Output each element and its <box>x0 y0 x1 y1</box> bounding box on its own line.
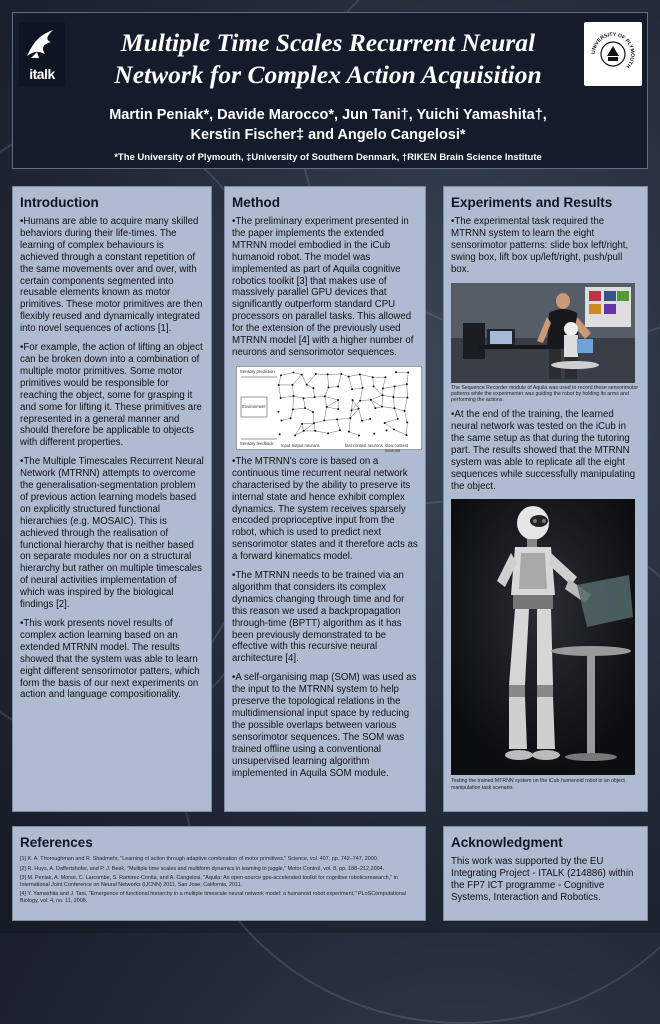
network-node <box>290 417 292 419</box>
acknowledgment-heading: Acknowledgment <box>451 835 640 850</box>
network-edge <box>291 409 293 418</box>
network-node <box>279 433 281 435</box>
network-edge <box>302 423 314 424</box>
introduction-paragraph: •This work presents novel results of complex action learning based on an extended MTRNN model. The results showed that the system was able to learn eight different sensorimotor patters, which form the basis of our next experiments on action and language compositionality. <box>20 618 204 701</box>
acknowledgment-text: This work was supported by the EU Integrating Project - ITALK (214886) within the FP7 ICT programme - Cognitive Systems, Interaction and Robotics. <box>451 856 640 904</box>
network-node <box>386 429 388 431</box>
university-logo-text: UNIVERSITY OF PLYMOUTH <box>591 32 635 69</box>
network-edge <box>382 395 383 406</box>
network-edge <box>315 396 325 397</box>
network-edge <box>394 408 404 411</box>
network-edge <box>305 408 313 412</box>
italk-logo-text: italk <box>19 66 65 82</box>
network-edge <box>327 407 339 409</box>
network-edge <box>313 388 314 397</box>
network-edge <box>324 419 337 420</box>
network-node <box>407 371 409 373</box>
network-node <box>291 384 293 386</box>
network-node <box>358 434 360 436</box>
label-environment: Environment <box>242 404 266 409</box>
affiliations: *The University of Plymouth, ‡University of Southern Denmark, †RIKEN Brain Science Institute <box>73 152 583 163</box>
network-node <box>348 431 350 433</box>
network-edge <box>325 387 329 396</box>
authors-line-1: Martin Peniak*, Davide Marocco*, Jun Tani†, Yuichi Yamashita†, <box>73 105 583 125</box>
method-heading: Method <box>232 195 418 210</box>
network-node <box>404 410 406 412</box>
network-node <box>303 397 305 399</box>
university-of-plymouth-logo <box>584 22 642 86</box>
poster-header <box>12 12 648 169</box>
network-node <box>361 420 363 422</box>
university-seal-icon <box>589 26 637 82</box>
network-node <box>372 376 374 378</box>
network-node <box>384 422 386 424</box>
network-edge <box>313 412 314 423</box>
icub-robot-photo <box>451 499 635 775</box>
network-node <box>280 397 282 399</box>
network-node <box>406 421 408 423</box>
network-edge <box>302 375 307 385</box>
network-node <box>293 395 295 397</box>
network-edge <box>352 388 362 389</box>
reference-item: [2] R. Huys, A. Daffertshofer, and P. J. Beek, "Multiple time scales and multiform dynamics in learning to juggle," Motor Control, vol. 8, pp. 188–212,2004. <box>20 866 418 873</box>
italk-logo <box>19 22 65 86</box>
network-edge <box>407 372 408 384</box>
label-sensory-prediction: Sensory prediction <box>240 369 275 374</box>
network-node <box>278 384 280 386</box>
network-edge <box>325 396 338 400</box>
network-edge <box>314 420 324 423</box>
network-edge <box>393 386 394 397</box>
network-edge <box>293 408 305 409</box>
bird-icon <box>23 26 61 62</box>
network-node <box>392 396 394 398</box>
network-edge <box>337 419 340 430</box>
network-node <box>337 399 339 401</box>
network-edge <box>383 386 395 388</box>
method-paragraph: •The preliminary experiment presented in the paper implements the extended MTRNN model embodied in the iCub humanoid robot. The model was implemented as part of Aquila cognitive robotics toolkit [3] that makes use of massively parallel GPU devices that significantly outperform standard CPU processors on parallel tasks. This allowed for the extension of the previously used MTRNN model [4] with a higher number of neurons and sensorimotor sequences. <box>232 216 418 359</box>
network-edge <box>353 400 359 408</box>
network-node <box>312 387 314 389</box>
network-node <box>369 418 371 420</box>
network-node <box>315 373 317 375</box>
authors <box>73 105 583 145</box>
network-node <box>323 419 325 421</box>
acknowledgment-panel <box>443 826 648 921</box>
reference-item: [1] K. A. Thoroughman and R. Shadmehr, "Learning of action through adaptive combination of motor primitives," Science, vol. 407, pp. 742–747, 2000. <box>20 856 418 863</box>
network-edge <box>405 411 408 422</box>
network-edge <box>307 374 316 385</box>
network-node <box>382 387 384 389</box>
network-node <box>406 383 408 385</box>
network-node <box>393 428 395 430</box>
network-node <box>381 406 383 408</box>
network-node <box>370 399 372 401</box>
experiments-heading: Experiments and Results <box>451 195 640 210</box>
introduction-paragraph: •Humans are able to acquire many skilled behaviors during their life-times. The learning of complex behaviours is achieved through a constant repetition of the same movements over and over, with certain components segmented into reusable elements known as motor primitives. These motor primitives are then flexibly reused and dynamically integrated into novel sequences of actions [1]. <box>20 216 204 335</box>
icub-robot-illustration <box>451 499 635 775</box>
network-edge <box>337 418 350 419</box>
network-edge <box>360 400 371 401</box>
network-node <box>340 373 342 375</box>
network-edge <box>293 372 301 374</box>
network-node <box>358 408 360 410</box>
icub-test-caption: Testing the trained MTRNN system on the iCub humanoid robot in an object manipulation task scenario. <box>451 778 640 790</box>
network-edge <box>302 424 304 431</box>
network-node <box>351 388 353 390</box>
network-node <box>301 423 303 425</box>
sequence-recorder-photo <box>451 283 635 383</box>
authors-line-2: Kerstin Fischer‡ and Angelo Cangelosi* <box>73 125 583 145</box>
network-node <box>359 373 361 375</box>
network-node <box>339 429 341 431</box>
network-edge <box>304 397 315 398</box>
network-node <box>303 430 305 432</box>
network-edge <box>314 423 315 431</box>
network-edge <box>328 374 329 387</box>
network-node <box>312 411 314 413</box>
network-edge <box>325 396 327 407</box>
network-node <box>292 408 294 410</box>
network-edge <box>304 423 314 431</box>
title-line-1: Multiple Time Scales Recurrent Neural <box>73 27 583 59</box>
network-edge <box>394 408 397 419</box>
network-node <box>326 406 328 408</box>
network-edge <box>351 400 352 410</box>
network-node <box>292 371 294 373</box>
network-node <box>373 433 375 435</box>
method-paragraph: •A self-organising map (SOM) was used as the input to the MTRNN system to help preserve the topological relations in the multidimensional input space by reducing the possible overlaps between various sensorimotor sequences. The SOM was trained offline using a conventional unsupervised learning algorithm implemented in Aquila SOM module. <box>232 672 418 779</box>
network-node <box>336 418 338 420</box>
network-node <box>304 407 306 409</box>
network-edge <box>279 385 281 398</box>
network-edge <box>360 388 363 401</box>
network-edge <box>360 374 373 377</box>
network-node <box>393 407 395 409</box>
network-node <box>313 422 315 424</box>
network-node <box>306 384 308 386</box>
network-node <box>362 387 364 389</box>
introduction-heading: Introduction <box>20 195 204 210</box>
introduction-panel <box>12 186 212 812</box>
network-edge <box>385 423 394 430</box>
network-edge <box>375 407 382 408</box>
network-edge <box>293 396 294 409</box>
network-edge <box>394 429 407 435</box>
network-node <box>406 434 408 436</box>
network-edge <box>349 376 353 389</box>
sequence-recorder-caption: The Sequence Recorder module of Aquila was used to record these sensorimotor patterns while the experimenter was guiding the robot by holding its arms and performing the actions. <box>451 385 640 404</box>
network-edge <box>349 374 360 376</box>
network-node <box>327 432 329 434</box>
experiments-paragraph: •At the end of the training, the learned neural network was tested on the iCub in the same setup as that during the tutoring part. The results showed that the MTRNN system was able to replicate all the eight sequences while successfully manipulating the object. <box>451 409 640 492</box>
lab-scene-illustration <box>451 283 635 383</box>
label-input-output-neurons: Input-output neurons <box>281 443 320 448</box>
network-edge <box>341 374 348 377</box>
method-paragraph: •The MTRNN needs to be trained via an algorithm that considers its complex dynamics changing through time and for this reason we used a backpropagation through-time (BPTT) algorithm as it has been previously demonstrated to be effective with this recursive neural architecture [4]. <box>232 570 418 665</box>
network-edge <box>307 385 314 389</box>
network-node <box>281 419 283 421</box>
introduction-paragraph: •For example, the action of lifting an object can be broken down into a combination of multiple motor primitives. Some motor primitives would be responsible for reaching the object, some for grasping it and some for lifting it. These primitives are represented in a general manner and should therefore be applicable to objects with different properties. <box>20 342 204 449</box>
network-node <box>301 374 303 376</box>
experiments-paragraph: •The experimental task required the MTRNN system to learn the eight sensorimotor patterns: slide box left/right, swing box, lift box up/left/right, push/pull box. <box>451 216 640 276</box>
network-edge <box>349 432 359 436</box>
network-node <box>314 430 316 432</box>
network-edge <box>349 418 350 432</box>
poster-title <box>73 27 583 91</box>
references-heading: References <box>20 835 418 850</box>
network-node <box>337 408 339 410</box>
network-node <box>374 407 376 409</box>
title-line-2: Network for Complex Action Acquisition <box>73 59 583 91</box>
network-edge <box>371 395 383 400</box>
network-edge <box>328 430 340 433</box>
network-node <box>384 376 386 378</box>
network-edge <box>324 407 326 420</box>
network-node <box>324 395 326 397</box>
network-edge <box>383 395 394 397</box>
network-node <box>280 374 282 376</box>
reference-item: [4] Y. Yamashita and J. Tani, "Emergence of functional hierarchy in a multiple timescale neural network model: a humanoid robot experiment," PLoSComputational Biology, vol. 4, no. 11, 2008. <box>20 891 418 904</box>
network-node <box>373 385 375 387</box>
network-node <box>382 394 384 396</box>
network-edge <box>382 407 394 409</box>
method-panel <box>224 186 426 812</box>
network-edge <box>374 386 383 395</box>
network-edge <box>395 384 407 386</box>
network-node <box>327 373 329 375</box>
network-edge <box>362 419 370 421</box>
network-edge <box>315 431 328 433</box>
network-edge <box>292 385 293 396</box>
network-node <box>359 400 361 402</box>
references-panel <box>12 826 426 921</box>
experiments-panel <box>443 186 648 812</box>
network-edge <box>407 422 408 435</box>
network-node <box>277 411 279 413</box>
network-edge <box>383 377 386 388</box>
network-node <box>328 386 330 388</box>
network-edge <box>292 375 301 385</box>
network-node <box>350 409 352 411</box>
network-node <box>406 396 408 398</box>
network-edge <box>373 377 374 386</box>
label-sensory-feedback: Sensory feedback <box>240 441 274 446</box>
network-edge <box>281 396 294 398</box>
mtrnn-diagram <box>236 366 422 450</box>
network-edge <box>393 397 394 408</box>
network-edge <box>405 397 408 411</box>
network-edge <box>294 396 304 398</box>
label-fast-context-neurons: fast context neurons <box>345 443 383 448</box>
network-node <box>397 418 399 420</box>
network-node <box>337 385 339 387</box>
network-node <box>349 417 351 419</box>
network-edge <box>360 374 363 388</box>
network-edge <box>329 386 339 387</box>
method-paragraph: •The MTRNN's core is based on a continuous time recurrent neural network characterised by the ability to preserve its internal state and hence exhibit complex dynamics. The system receives sparsely encoded proprioceptive input from the robot, which is used to predict next sensorimotor states and it therefore acts as a forward kinematics model. <box>232 456 418 563</box>
network-edge <box>385 419 398 423</box>
label-slow-context-neurons: slow context neurons <box>385 443 421 453</box>
network-edge <box>279 375 281 385</box>
network-edge <box>304 398 306 408</box>
network-node <box>314 396 316 398</box>
network-edge <box>281 372 294 375</box>
network-node <box>395 371 397 373</box>
network-edge <box>359 409 362 421</box>
network-node <box>394 385 396 387</box>
network-node <box>294 434 296 436</box>
reference-item: [3] M. Peniak, A. Morse, C. Larcombe, S. Ramirez-Contla, and A. Cangelosi, "Aquila: An open-source gpu-accelerated toolkit for cognitive roboticsresearch," in International Joint Conference on Neural Networks (IJCNN) 2011, San Jose, California, 2011. <box>20 875 418 888</box>
network-edge <box>338 374 341 387</box>
network-edge <box>327 400 338 407</box>
network-node <box>352 399 354 401</box>
network-node <box>348 375 350 377</box>
introduction-paragraph: •The Multiple Timescales Recurrent Neural Network (MTRNN) attempts to overcome the generalisation-segmentation problem of previous action learning models based on explicitly structured functional hierarchies (e.g. MOSAIC). This is achieved through the realisation of functional hierarchy that is neither based on separate modules nor on a structural hierarchy but rather on multiple timescales of neural activities implementation of which was inspired by the biological findings [2]. <box>20 456 204 611</box>
network-edge <box>282 418 291 420</box>
